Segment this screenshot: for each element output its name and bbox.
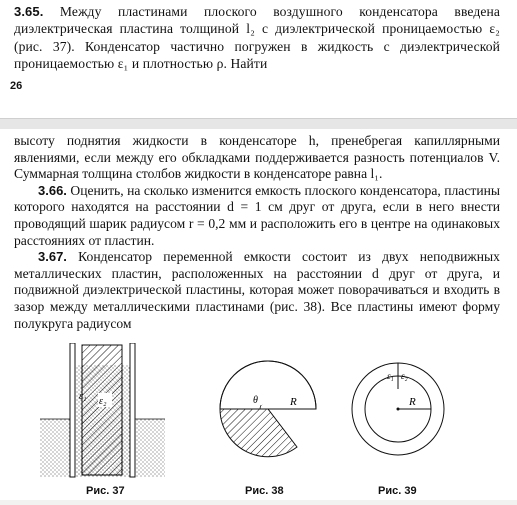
page-gap	[0, 119, 517, 129]
epsilon-2-label: ε₂	[401, 371, 408, 381]
problem-3-66	[14, 183, 500, 249]
problem-number: 3.66.	[38, 182, 67, 198]
previous-page-fragment	[0, 0, 517, 119]
caption-fig-39: Рис. 39	[378, 485, 417, 497]
problem-text: Конденсатор переменной емкости состоит из двух неподвижных металлических пластин, расположенных на расстоянии d друг от друга, и подвижной диэлектрической пластины, которая может поворачиваться и входить в зазор между металлическими пластинами (рис. 38). Все пластины имеют форму полукруга радиусом	[14, 249, 500, 331]
fixed-plate	[220, 361, 316, 409]
problem-text: Оценить, на сколько изменится емкость плоского конденсатора, пластины которого находятся на расстоянии d = 1 см друг от друга, если в него внести проводящий шарик радиусом r = 0,2 мм и расположить его в центре на одинаковых расстояниях от пластин.	[14, 182, 500, 248]
figure-38	[220, 361, 316, 457]
caption-fig-38: Рис. 38	[245, 485, 284, 497]
radius-label: R	[290, 396, 297, 408]
caption-fig-37: Рис. 37	[86, 485, 125, 497]
figure-39	[352, 363, 444, 455]
problem-3-65	[14, 3, 500, 73]
epsilon-1-label: ε₁	[387, 371, 394, 381]
capacitor-plate-right	[130, 343, 135, 477]
page-body	[0, 129, 517, 500]
problem-3-67	[14, 249, 500, 332]
figures-svg	[0, 343, 517, 500]
radius-label: R	[409, 396, 416, 408]
epsilon-2-label: ε₂	[99, 396, 107, 407]
paragraph-continuation: высоту поднятия жидкости в конденсаторе h, пренебрегая капиллярными явлениями, если между его обкладками поддерживается разность потенциалов V. Суммарная толщина столбов жидкости в конденсаторе равна l₁.	[14, 133, 500, 182]
capacitor-plate-left	[70, 343, 75, 477]
text-column	[14, 133, 500, 332]
page-number: 26	[10, 80, 23, 92]
figures-row	[0, 343, 517, 500]
epsilon-1-label: ε₁	[79, 391, 87, 402]
problem-number: 3.65.	[14, 4, 44, 19]
figure-37	[40, 343, 165, 477]
problem-number: 3.67.	[38, 249, 67, 265]
theta-label: θ	[253, 395, 258, 406]
rotating-dielectric	[220, 409, 297, 457]
dielectric-plate	[82, 345, 122, 475]
problem-text: Между пластинами плоского воздушного конденсатора введена диэлектрическая пластина толщиной l₂ с диэлектрической проницаемостью ε₂ (рис. 37). Конденсатор частично погружен в жидкость с диэлектрической проницаемостью ε₁ и плотностью ρ. Найти	[14, 4, 501, 72]
